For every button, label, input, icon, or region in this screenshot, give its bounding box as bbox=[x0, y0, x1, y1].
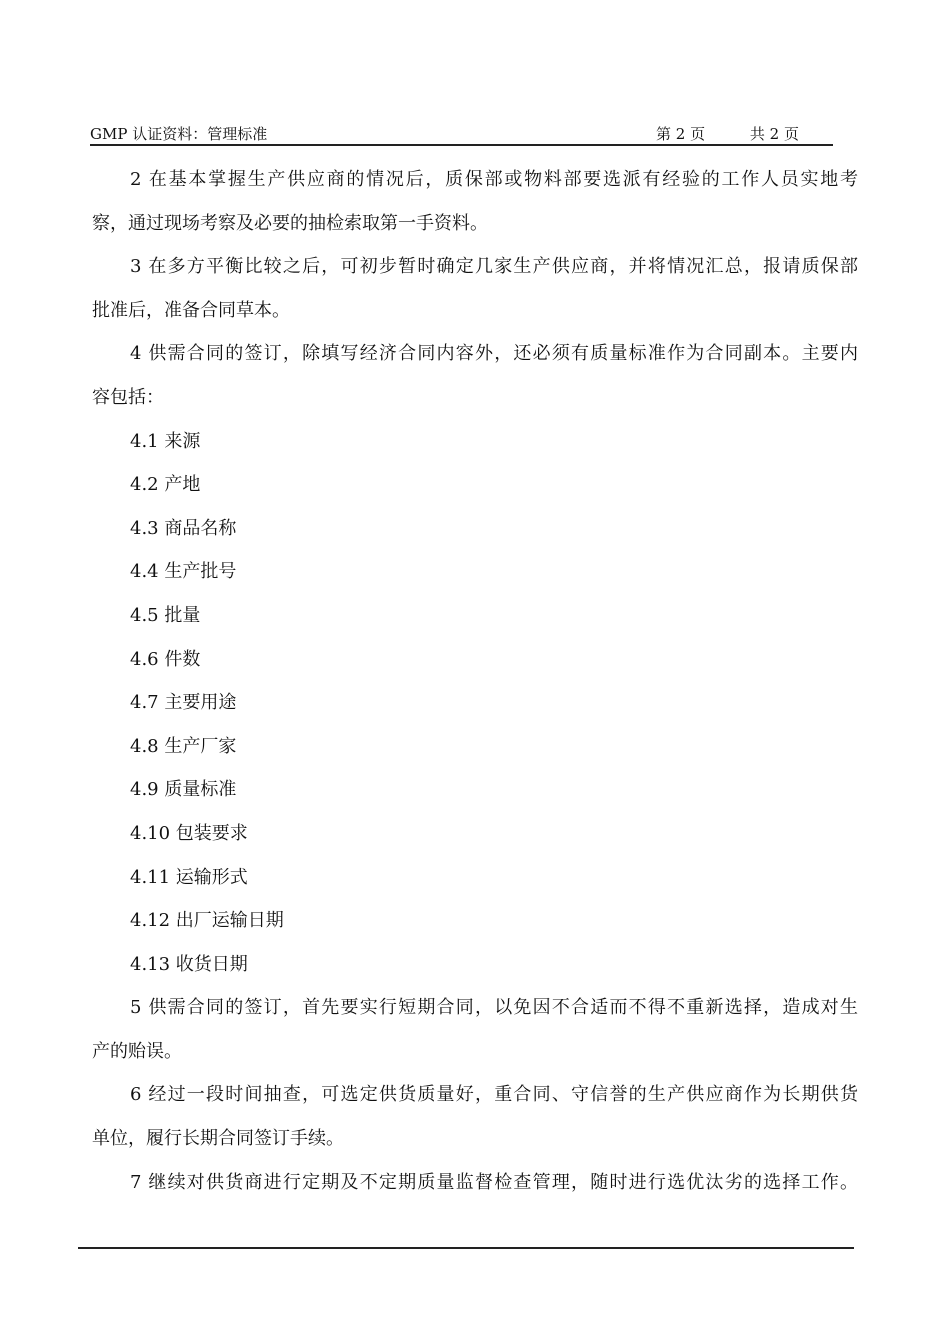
text-line: 7 继续对供货商进行定期及不定期质量监督检查管理，随时进行选优汰劣的选择工作。 bbox=[130, 1171, 858, 1193]
list-item: 4.1 来源 bbox=[130, 430, 201, 452]
text-line: 容包括： bbox=[92, 386, 164, 408]
total-pages: 共 2 页 bbox=[749, 125, 799, 143]
text-line: 5 供需合同的签订，首先要实行短期合同，以免因不合适而不得不重新选择，造成对生 bbox=[130, 997, 858, 1019]
footer-rule bbox=[78, 1247, 854, 1249]
text-line: 4 供需合同的签订，除填写经济合同内容外，还必须有质量标准作为合同副本。主要内 bbox=[130, 343, 858, 365]
current-page: 第 2 页 bbox=[656, 125, 706, 143]
text-line: 3 在多方平衡比较之后，可初步暂时确定几家生产供应商，并将情况汇总，报请质保部 bbox=[130, 256, 858, 278]
list-item: 4.4 生产批号 bbox=[130, 561, 237, 583]
list-item: 4.3 商品名称 bbox=[130, 517, 237, 539]
list-item: 4.12 出厂运输日期 bbox=[130, 910, 284, 932]
list-item: 4.7 主要用途 bbox=[130, 692, 237, 714]
text-line: 批准后，准备合同草本。 bbox=[92, 299, 290, 321]
text-line: 6 经过一段时间抽查，可选定供货质量好，重合同、守信誉的生产供应商作为长期供货 bbox=[130, 1084, 858, 1106]
list-item: 4.9 质量标准 bbox=[130, 779, 237, 801]
text-line: 察，通过现场考察及必要的抽检索取第一手资料。 bbox=[92, 212, 488, 234]
text-line: 单位，履行长期合同签订手续。 bbox=[92, 1128, 344, 1150]
text-line: 产的贻误。 bbox=[92, 1040, 182, 1062]
list-item: 4.11 运输形式 bbox=[130, 866, 248, 888]
page-number bbox=[656, 124, 803, 144]
list-item: 4.8 生产厂家 bbox=[130, 735, 237, 757]
document-body bbox=[92, 162, 858, 1208]
list-item: 4.13 收货日期 bbox=[130, 953, 248, 975]
list-item: 4.10 包装要求 bbox=[130, 822, 248, 844]
list-item: 4.5 批量 bbox=[130, 604, 201, 626]
text-line: 2 在基本掌握生产供应商的情况后，质保部或物料部要选派有经验的工作人员实地考 bbox=[130, 169, 858, 190]
list-item: 4.2 产地 bbox=[130, 474, 201, 496]
list-item: 4.6 件数 bbox=[130, 648, 201, 670]
header-title: GMP 认证资料：管理标准 bbox=[90, 125, 268, 143]
page-header bbox=[90, 124, 833, 146]
